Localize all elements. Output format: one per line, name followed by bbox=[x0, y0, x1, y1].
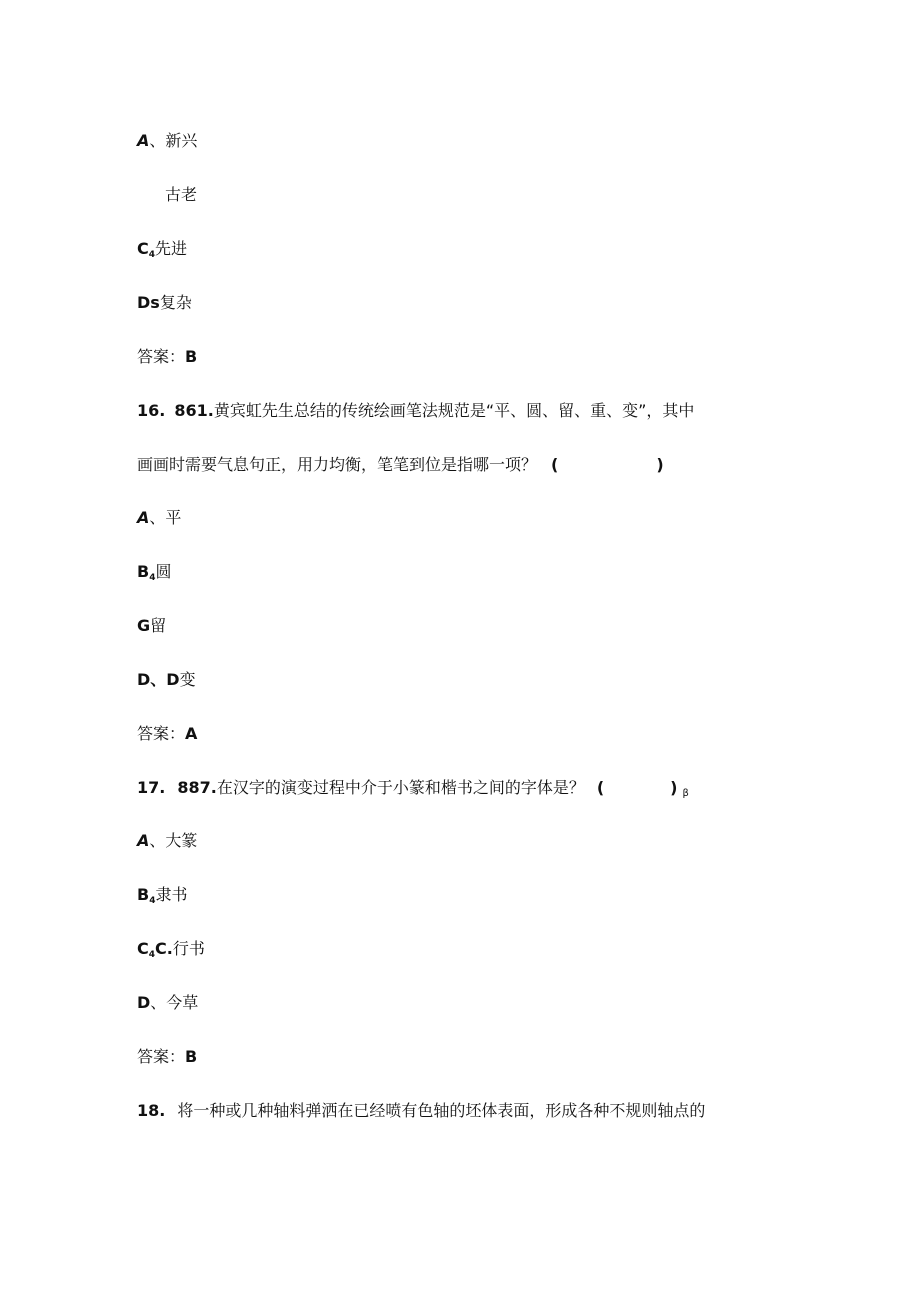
option-separator: 、 bbox=[149, 831, 166, 850]
blank-paren-close: ) bbox=[670, 778, 678, 797]
option-label: A bbox=[137, 508, 150, 527]
question-stem: 黄宾虹先生总结的传统绘画笔法规范是“平、圆、留、重、变”，其中 bbox=[213, 401, 695, 420]
option-text: 行书 bbox=[172, 939, 205, 958]
option-label-sub: 4 bbox=[148, 250, 156, 260]
answer-label: 答案： bbox=[137, 724, 186, 743]
answer-value: B bbox=[185, 347, 198, 366]
answer-label: 答案： bbox=[137, 1047, 186, 1066]
q17-option-a bbox=[137, 830, 197, 852]
question-number: 17. bbox=[137, 778, 166, 797]
question-code: 887. bbox=[177, 778, 217, 797]
option-text: 留 bbox=[150, 616, 167, 635]
q18-stem-line1 bbox=[137, 1100, 705, 1122]
option-label: Ds bbox=[137, 293, 160, 312]
option-prefix: C. bbox=[155, 939, 173, 958]
option-label-sub: 4 bbox=[149, 896, 156, 906]
trailing-mark: β bbox=[682, 788, 689, 799]
question-stem: 画画时需要气息句正，用力均衡，笔笔到位是指哪一项？ bbox=[137, 455, 538, 474]
question-code: 861. bbox=[174, 401, 214, 420]
option-text: 圆 bbox=[155, 562, 172, 581]
answer-value: A bbox=[185, 724, 198, 743]
option-text: 变 bbox=[179, 670, 196, 689]
option-text: 古老 bbox=[165, 185, 198, 204]
question-number: 18. bbox=[137, 1101, 166, 1120]
option-label: A bbox=[137, 831, 150, 850]
option-text: 隶书 bbox=[155, 885, 188, 904]
blank-paren-open: ( bbox=[551, 455, 559, 474]
option-separator: 、 bbox=[150, 993, 167, 1012]
answer-value: B bbox=[185, 1047, 198, 1066]
q16-option-d bbox=[137, 669, 196, 691]
option-separator: 、 bbox=[149, 131, 166, 150]
question-number: 16. bbox=[137, 401, 166, 420]
q17-option-d bbox=[137, 992, 198, 1014]
q15-option-b bbox=[165, 184, 197, 206]
option-separator: 、 bbox=[149, 508, 166, 527]
q15-option-d bbox=[137, 292, 192, 314]
option-label: C bbox=[137, 239, 149, 258]
option-label: D、D bbox=[137, 670, 180, 689]
q17-stem bbox=[137, 777, 689, 805]
option-text: 平 bbox=[165, 508, 182, 527]
option-text: 今草 bbox=[166, 993, 199, 1012]
option-label: A bbox=[137, 131, 150, 150]
q17-option-c bbox=[137, 938, 205, 966]
option-text: 先进 bbox=[155, 239, 188, 258]
q16-stem-line1 bbox=[137, 400, 694, 422]
q16-option-a bbox=[137, 507, 181, 529]
blank-paren-close: ) bbox=[656, 455, 664, 474]
option-label: B bbox=[137, 885, 150, 904]
answer-label: 答案： bbox=[137, 347, 186, 366]
q16-answer bbox=[137, 723, 197, 745]
option-label-sub: 4 bbox=[149, 573, 156, 583]
option-text: 新兴 bbox=[165, 131, 198, 150]
q15-option-c bbox=[137, 238, 187, 266]
q17-answer bbox=[137, 1046, 197, 1068]
question-stem: 将一种或几种轴料弹洒在已经喷有色轴的坯体表面，形成各种不规则轴点的 bbox=[177, 1101, 706, 1120]
blank-paren-open: ( bbox=[596, 778, 605, 797]
option-label: G bbox=[137, 616, 151, 635]
q15-answer bbox=[137, 346, 197, 368]
q16-option-b bbox=[137, 561, 171, 589]
option-label: D bbox=[137, 993, 151, 1012]
q16-stem-line2 bbox=[137, 454, 664, 476]
q17-option-b bbox=[137, 884, 187, 912]
option-text: 大篆 bbox=[165, 831, 198, 850]
option-label: C bbox=[137, 939, 149, 958]
q16-option-c bbox=[137, 615, 166, 637]
option-label-sub: 4 bbox=[148, 950, 156, 960]
option-text: 复杂 bbox=[159, 293, 192, 312]
q15-option-a bbox=[137, 130, 197, 152]
option-label: B bbox=[137, 562, 150, 581]
question-stem: 在汉字的演变过程中介于小篆和楷书之间的字体是？ bbox=[216, 778, 585, 797]
